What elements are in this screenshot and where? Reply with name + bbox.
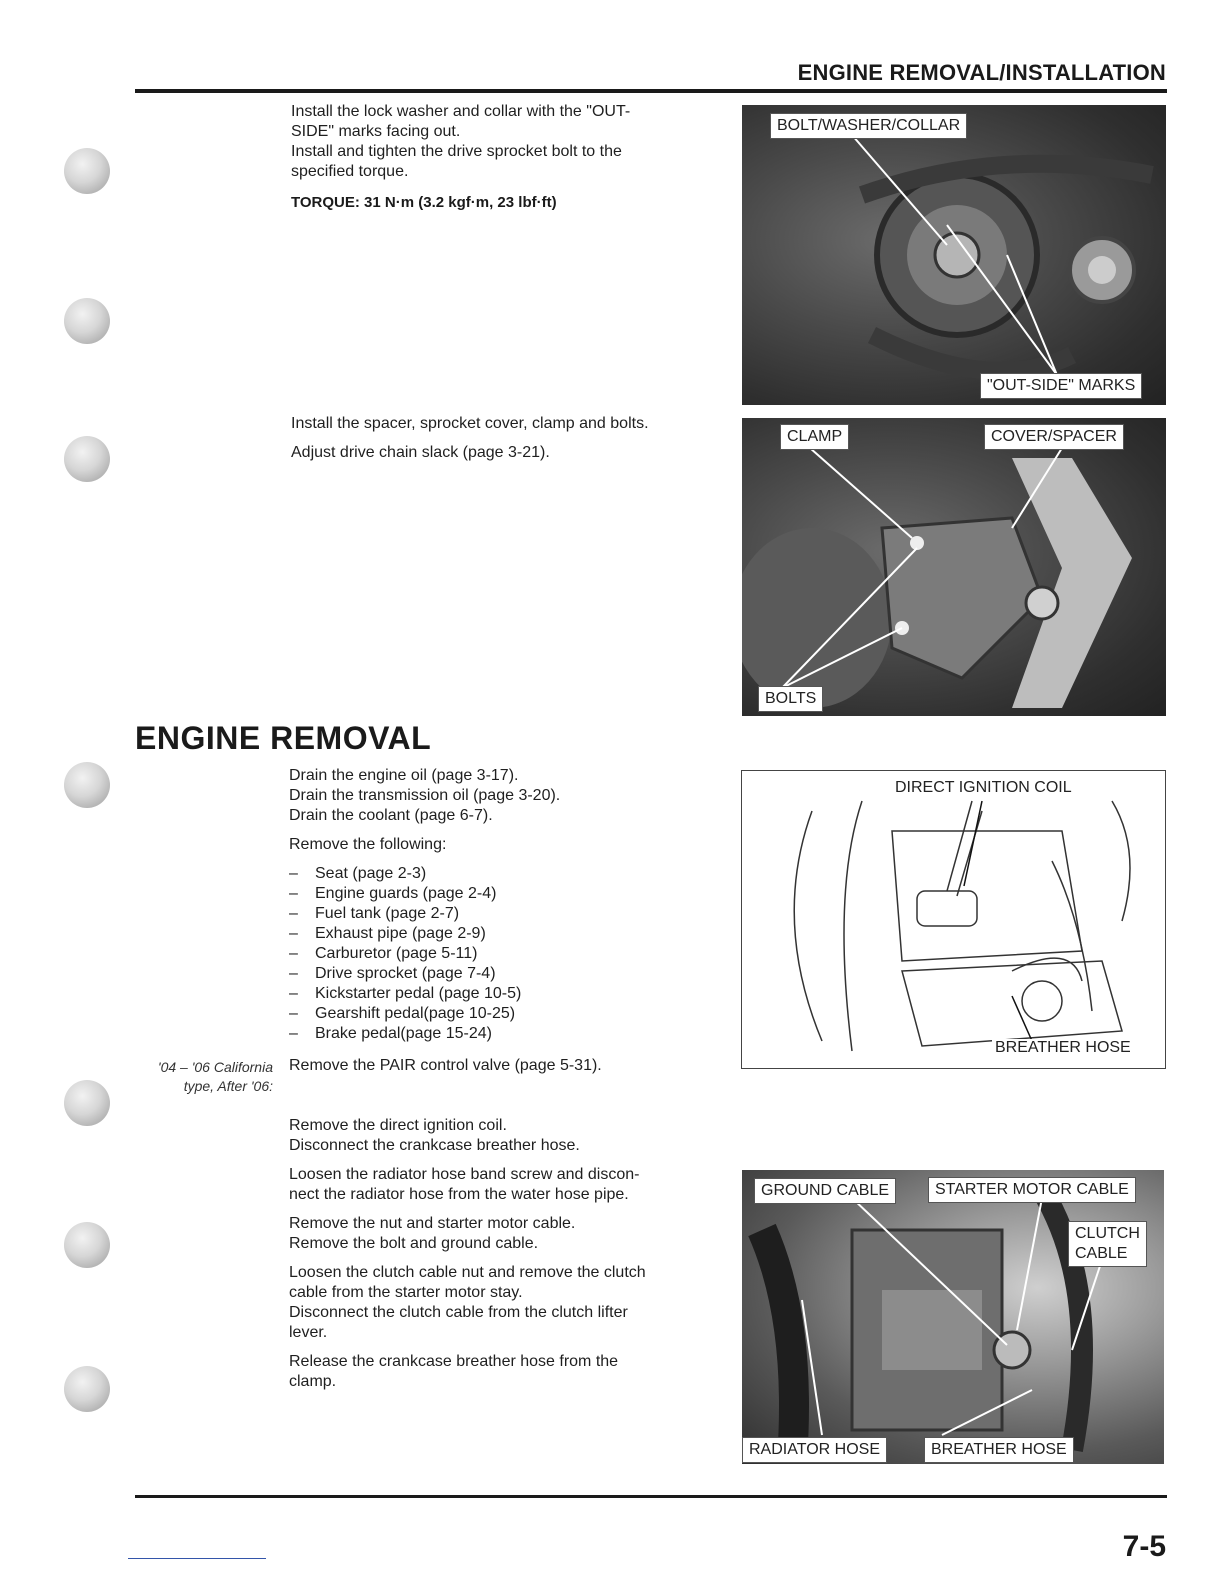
hole-punch xyxy=(64,1366,110,1412)
label-line: CLUTCH xyxy=(1075,1225,1140,1242)
pair-step: Remove the PAIR control valve (page 5-31). xyxy=(289,1057,602,1074)
list-item: – Fuel tank (page 2-7) xyxy=(289,904,729,924)
photo-drive-sprocket xyxy=(742,105,1166,405)
label-bolt-washer-collar: BOLT/WASHER/COLLAR xyxy=(770,113,967,139)
hole-punch xyxy=(64,1222,110,1268)
footer-rule xyxy=(135,1495,1167,1498)
sprocket-illustration xyxy=(742,105,1166,405)
hole-punch xyxy=(64,298,110,344)
label-starter-motor-cable: STARTER MOTOR CABLE xyxy=(928,1177,1136,1203)
label-breather-hose: BREATHER HOSE xyxy=(924,1437,1074,1463)
list-item: – Seat (page 2-3) xyxy=(289,864,729,884)
drain-steps xyxy=(289,766,729,1044)
text-line: Drain the engine oil (page 3-17). xyxy=(289,767,519,784)
label-line: CABLE xyxy=(1075,1245,1128,1262)
text-line: Drain the transmission oil (page 3-20). xyxy=(289,787,561,804)
text-line: cable from the starter motor stay. xyxy=(289,1284,523,1301)
section-title: ENGINE REMOVAL xyxy=(135,720,432,756)
list-item: – Engine guards (page 2-4) xyxy=(289,884,729,904)
text-line: Install the lock washer and collar with the "OUT- xyxy=(291,103,631,120)
text-line: Install the spacer, sprocket cover, clamp and bolts. xyxy=(291,415,649,432)
list-item: – Carburetor (page 5-11) xyxy=(289,944,729,964)
page-header-title: ENGINE REMOVAL/INSTALLATION xyxy=(797,60,1166,85)
text-line: Loosen the radiator hose band screw and discon- xyxy=(289,1166,640,1183)
text-line: specified torque. xyxy=(291,163,409,180)
step-lock-washer xyxy=(291,102,731,182)
label-bolts: BOLTS xyxy=(758,686,823,712)
sidenote-line: type, After '06: xyxy=(183,1078,273,1094)
text-line: SIDE" marks facing out. xyxy=(291,123,461,140)
diagram-ignition-coil xyxy=(741,770,1166,1069)
label-cover-spacer: COVER/SPACER xyxy=(984,424,1124,450)
hole-punch xyxy=(64,762,110,808)
text-line: Loosen the clutch cable nut and remove the clutch xyxy=(289,1264,646,1281)
label-breather-hose: BREATHER HOSE xyxy=(992,1039,1134,1057)
remove-list xyxy=(289,864,729,1044)
text-line: Adjust drive chain slack (page 3-21). xyxy=(291,444,550,461)
text-line: Install and tighten the drive sprocket bolt to the xyxy=(291,143,622,160)
sidenote-line: '04 – '06 California xyxy=(157,1059,273,1075)
text-line: Remove the nut and starter motor cable. xyxy=(289,1215,576,1232)
list-item: – Brake pedal(page 15-24) xyxy=(289,1024,729,1044)
text-line: Remove the bolt and ground cable. xyxy=(289,1235,539,1252)
text-line: lever. xyxy=(289,1324,328,1341)
text-line: clamp. xyxy=(289,1373,337,1390)
label-clutch-cable xyxy=(1068,1221,1147,1267)
list-item: – Drive sprocket (page 7-4) xyxy=(289,964,729,984)
list-item: – Kickstarter pedal (page 10-5) xyxy=(289,984,729,1004)
remove-intro: Remove the following: xyxy=(289,836,447,853)
list-item: – Exhaust pipe (page 2-9) xyxy=(289,924,729,944)
header-rule xyxy=(135,89,1167,93)
label-clamp: CLAMP xyxy=(780,424,849,450)
text-line: Disconnect the crankcase breather hose. xyxy=(289,1137,580,1154)
label-ground-cable: GROUND CABLE xyxy=(754,1178,896,1204)
photo-sprocket-cover xyxy=(742,418,1166,716)
page-number: 7-5 xyxy=(1122,1530,1166,1563)
hole-punch xyxy=(64,1080,110,1126)
step-sprocket-cover xyxy=(291,414,731,472)
text-line: Drain the coolant (page 6-7). xyxy=(289,807,493,824)
cover-illustration xyxy=(742,418,1166,716)
text-line: Disconnect the clutch cable from the clutch lifter xyxy=(289,1304,628,1321)
text-line: Release the crankcase breather hose from the xyxy=(289,1353,619,1370)
label-direct-ignition-coil: DIRECT IGNITION COIL xyxy=(892,779,1075,797)
coil-line-drawing xyxy=(742,771,1165,1068)
hole-punch xyxy=(64,148,110,194)
list-item: – Gearshift pedal(page 10-25) xyxy=(289,1004,729,1024)
hole-punch xyxy=(64,436,110,482)
text-line: nect the radiator hose from the water hose pipe. xyxy=(289,1186,629,1203)
model-sidenote xyxy=(130,1058,273,1096)
label-out-side-marks: "OUT-SIDE" MARKS xyxy=(980,373,1142,399)
cables-illustration xyxy=(742,1170,1164,1464)
torque-spec: TORQUE: 31 N·m (3.2 kgf·m, 23 lbf·ft) xyxy=(291,194,557,211)
text-line: Remove the direct ignition coil. xyxy=(289,1117,507,1134)
footer-link-line xyxy=(128,1558,266,1559)
removal-steps xyxy=(289,1116,729,1401)
label-radiator-hose: RADIATOR HOSE xyxy=(742,1437,887,1463)
photo-engine-cables xyxy=(742,1170,1164,1464)
